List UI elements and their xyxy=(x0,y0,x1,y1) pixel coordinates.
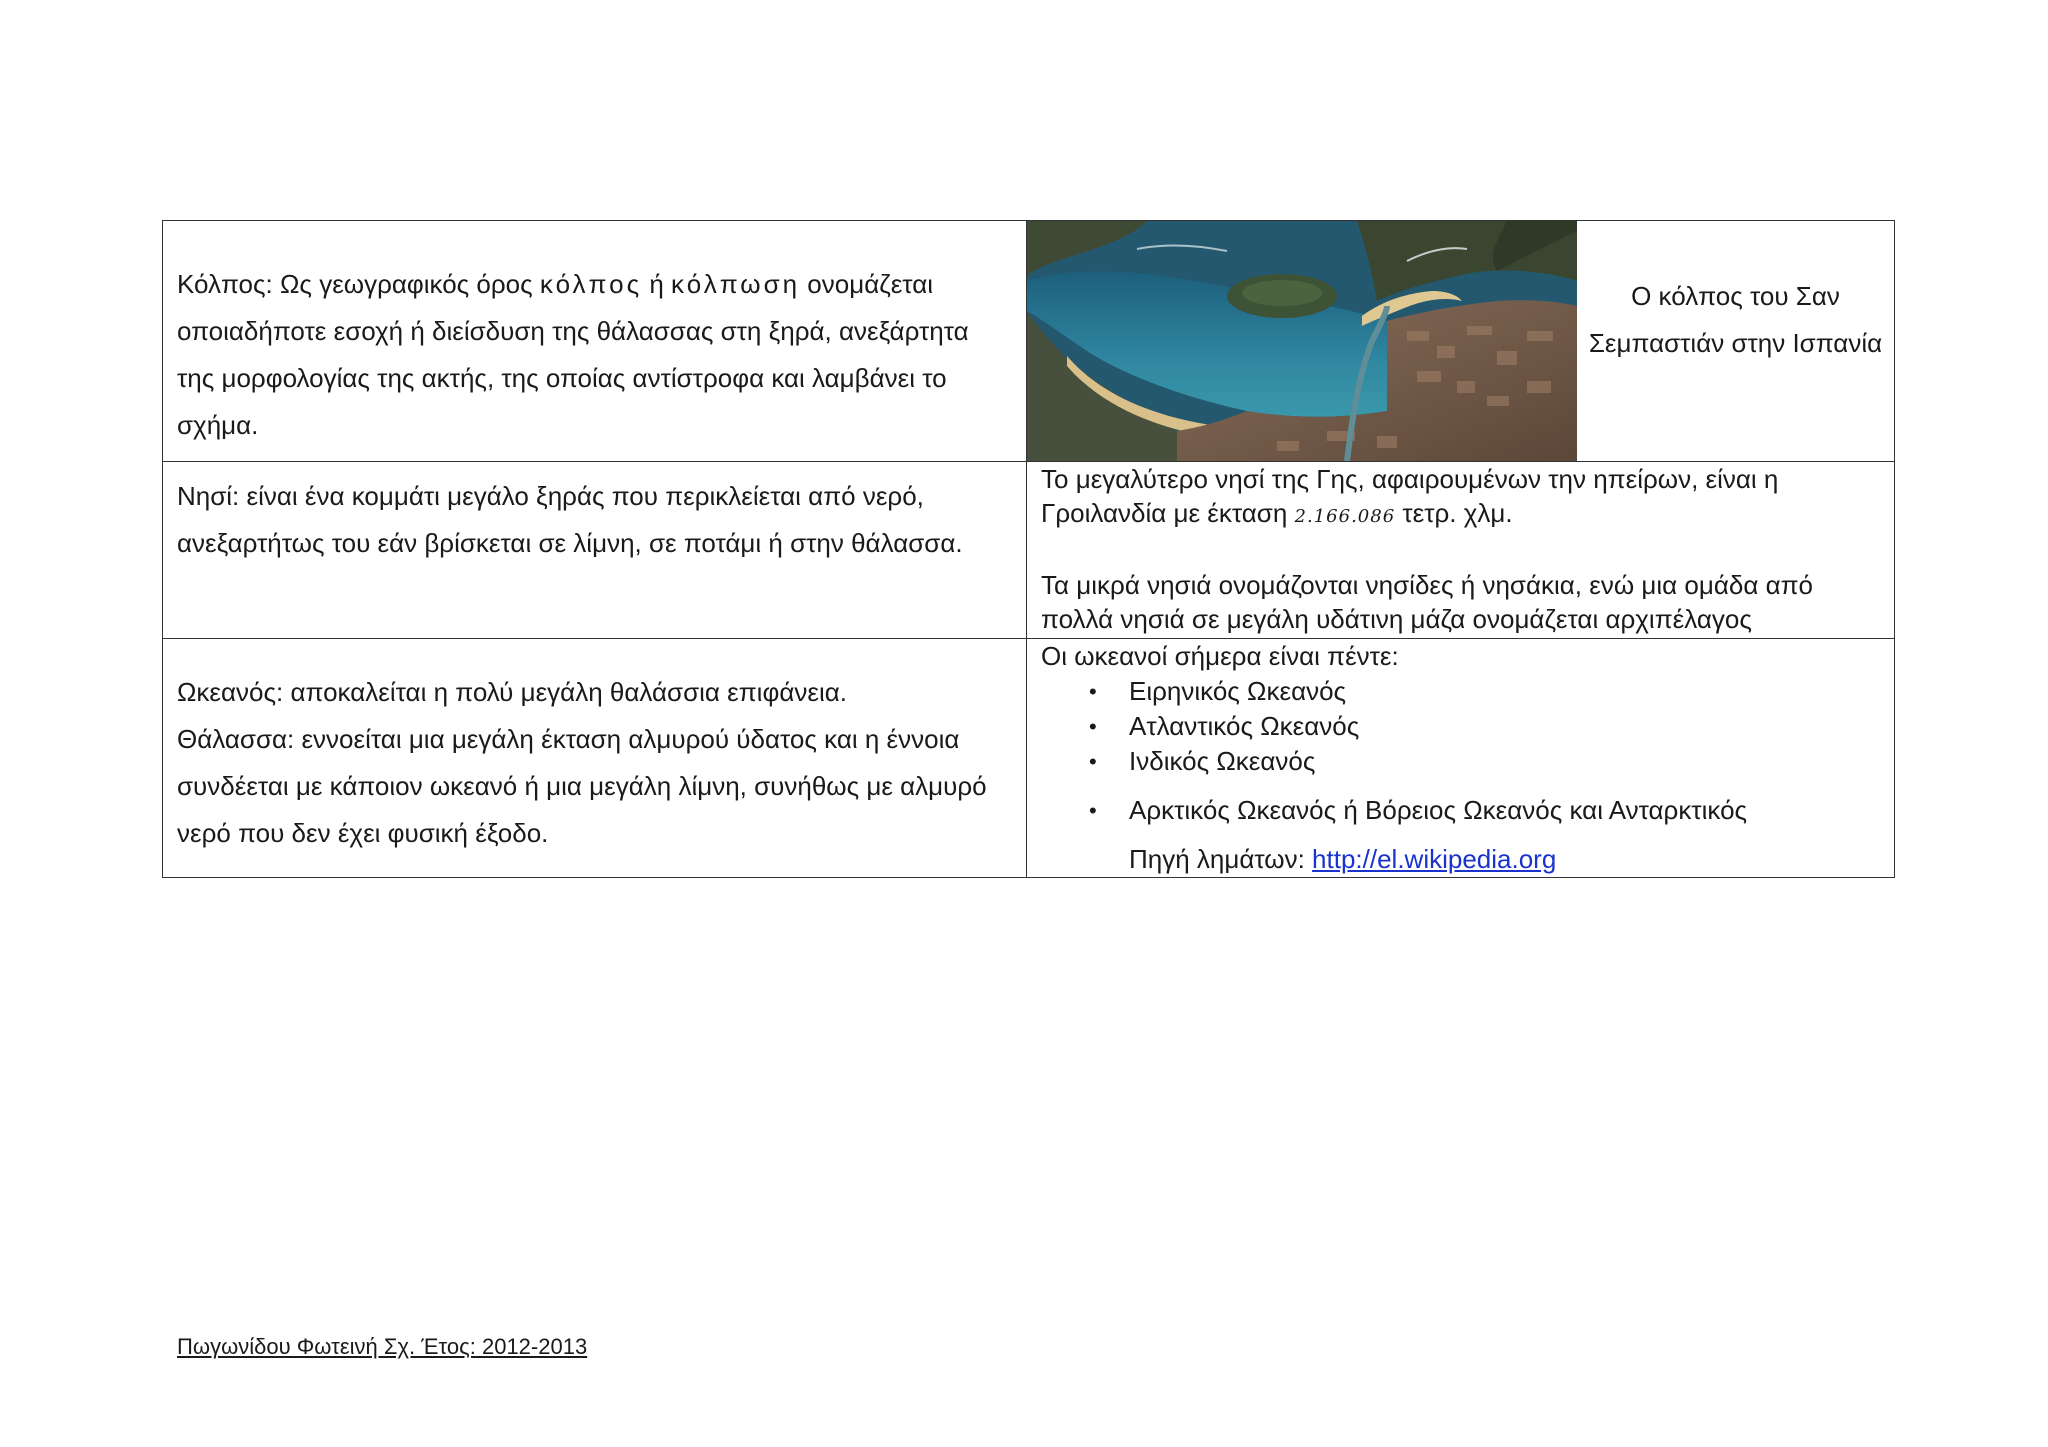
gulf-definition-cell xyxy=(163,221,1027,462)
list-item: • Ειρηνικός Ωκεανός xyxy=(1089,674,1880,709)
table-row-ocean xyxy=(163,639,1895,878)
bullet-icon: • xyxy=(1089,679,1097,704)
list-item: • Ατλαντικός Ωκεανός xyxy=(1089,709,1880,744)
bullet-icon: • xyxy=(1089,714,1097,739)
term-kolpos: κόλπος xyxy=(539,269,643,299)
footer-author-year: Πωγωνίδου Φωτεινή Σχ. Έτος: 2012-2013 xyxy=(177,1334,588,1359)
island-facts-text xyxy=(1027,462,1894,636)
source-link[interactable]: http://el.wikipedia.org xyxy=(1312,844,1557,874)
oceans-intro: Οι ωκεανοί σήμερα είναι πέντε: xyxy=(1041,641,1399,671)
term-kolposi: κόλπωση xyxy=(671,269,801,299)
oceans-list-cell xyxy=(1027,639,1895,878)
source-line xyxy=(1041,842,1880,877)
bullet-icon: • xyxy=(1089,798,1097,823)
island-definition-text: Νησί: είναι ένα κομμάτι μεγάλο ξηράς που περικλείεται από νερό, ανεξαρτήτως του εάν βρίσκεται σε λίμνη, σε ποτάμι ή στην θάλασσα. xyxy=(177,481,963,558)
ocean-definition: Ωκεανός: αποκαλείται η πολύ μεγάλη θαλάσσια επιφάνεια. xyxy=(177,677,847,707)
greenland-fact: Το μεγαλύτερο νησί της Γης, αφαιρουμένων την ηπείρων, είναι η Γροιλανδία με έκταση 2.166.086 τετρ. χλμ. xyxy=(1041,464,1779,528)
oceans-list xyxy=(1041,674,1880,828)
greenland-area: 2.166.086 xyxy=(1294,506,1396,527)
table-row-gulf xyxy=(163,221,1895,462)
definitions-table xyxy=(162,220,1895,878)
list-item: • Αρκτικός Ωκεανός ή Βόρειος Ωκεανός και Ανταρκτικός xyxy=(1089,793,1880,828)
sea-definition: Θάλασσα: εννοείται μια μεγάλη έκταση αλμυρού ύδατος και η έννοια συνδέεται με κάποιον ωκεανό ή μια μεγάλη λίμνη, συνήθως με αλμυρό νερό που δεν έχει φυσική έξοδο. xyxy=(177,724,987,848)
small-islands-fact: Τα μικρά νησιά ονομάζονται νησίδες ή νησάκια, ενώ μια ομάδα από πολλά νησιά σε μεγάλη υδάτινη μάζα ονομάζεται αρχιπέλαγος xyxy=(1041,570,1814,634)
image-caption: Ο κόλπος του Σαν Σεμπαστιάν στην Ισπανία xyxy=(1588,281,1883,358)
list-item: • Ινδικός Ωκεανός xyxy=(1089,744,1880,779)
gulf-image-cell xyxy=(1027,221,1895,462)
gulf-definition-text: Κόλπος: Ως γεωγραφικός όρος κόλπος ή κόλπωση ονομάζεται οποιαδήποτε εσοχή ή διείσδυση της θάλασσας στη ξηρά, ανεξάρτητα της μορφολογίας της ακτής, της οποίας αντίστροφα και λαμβάνει το σχήμα. xyxy=(177,269,969,440)
san-sebastian-bay-photo xyxy=(1027,221,1577,461)
island-definition-cell xyxy=(163,462,1027,639)
bullet-icon: • xyxy=(1089,749,1097,774)
island-facts-cell xyxy=(1027,462,1895,639)
source-label: Πηγή λημάτων: xyxy=(1129,844,1313,874)
ocean-definition-cell xyxy=(163,639,1027,878)
ocean-definition-text xyxy=(163,639,1026,857)
table-row-island xyxy=(163,462,1895,639)
